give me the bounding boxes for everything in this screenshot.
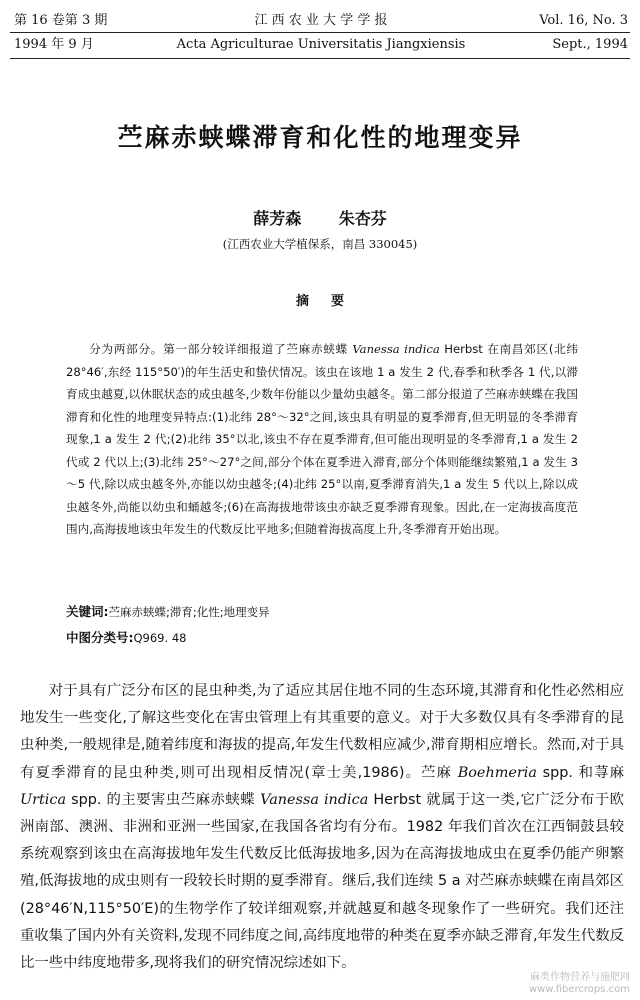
paper-title: 苎麻赤蛱蝶滞育和化性的地理变异 bbox=[117, 123, 523, 152]
abstract-paragraph bbox=[66, 338, 578, 541]
author-name: 薛芳森 bbox=[253, 209, 302, 228]
author-name: 朱杏芬 bbox=[338, 209, 387, 228]
species-name: Vanessa indica bbox=[352, 342, 440, 356]
abstract-heading: 摘要 bbox=[295, 294, 366, 309]
keywords-line bbox=[66, 602, 270, 620]
journal-header-row-1 bbox=[14, 12, 628, 30]
volume-cn: 第 16 卷第 3 期 bbox=[14, 13, 108, 28]
watermark bbox=[529, 972, 630, 996]
header-divider-thin bbox=[10, 32, 630, 33]
volume-en: Vol. 16, No. 3 bbox=[539, 13, 628, 28]
classification-line bbox=[66, 628, 186, 646]
abstract-text: 分为两部分。第一部分较详细报道了苎麻赤蛱蝶 bbox=[89, 342, 353, 356]
author-list bbox=[0, 206, 640, 229]
watermark-url: www.fibercrops.com bbox=[528, 984, 630, 995]
abstract-text: Herbst 在南昌郊区(北纬 28°46′,东经 115°50′)的年生活史和蛰伏情况。该虫在该地 1 a 发生 2 代,春季和秋季各 1 代,以滞育成虫越夏,以休眠状态的成虫越冬,少数年份能以少量幼虫越冬。第二部分报道了苎麻赤蛱蝶在我国滞育和化性的地理变异特点:(1)北纬 28°～32°之间,该虫具有明显的夏季滞育,但无明显的冬季滞育现象,1 a 发生 2 代;(2)北纬 35°以北,该虫不存在夏季滞育,但可能出现明显的冬季滞育,1 a 发生 2 代或 2 代以上;(3)北纬 25°～27°之间,部分个体在夏季进入滞育,部分个体则能继续繁殖,1 a 发生 3～5 代,除以成虫越冬外,亦能以幼虫越冬;(4)北纬 25°以南,夏季滞育消失,1 a 发生 5 代以上,除以成虫越冬外,尚能以幼虫和蛹越冬;(6)在高海拔地带该虫亦缺乏夏季滞育现象。因此,在一定海拔高度范围内,高海拔地该虫年发生的代数反比平地多;但随着海拔高度上升,冬季滞育开始出现。 bbox=[66, 342, 578, 536]
header-divider bbox=[10, 58, 630, 59]
date-en: Sept., 1994 bbox=[552, 37, 628, 52]
keywords-label: 关键词: bbox=[66, 604, 109, 619]
body-paragraph bbox=[20, 678, 624, 977]
species-name: Vanessa indica bbox=[260, 791, 369, 808]
journal-name-cn: 江 西 农 业 大 学 学 报 bbox=[254, 13, 388, 28]
body-text: 对于具有广泛分布区的昆虫种类,为了适应其居住地不同的生态环境,其滞育和化性必然相应地发生一些变化,了解这些变化在害虫管理上有其重要的意义。对于大多数仅具有冬季滞育的昆虫种类,一般规律是,随着纬度和海拔的提高,年发生代数相应减少,滞育期相应增长。然而,对于具有夏季滞育的昆虫种类,则可出现相反情况(章士美,1986)。苎麻 bbox=[20, 683, 624, 781]
body-text: Herbst 就属于这一类,它广泛分布于欧洲南部、澳洲、非洲和亚洲一些国家,在我国各省均有分布。1982 年我们首次在江西铜鼓县较系统观察到该虫在高海拔地年发生代数反比低海拔地多,因为在高海拔地成虫在夏季仍能产卵繁殖,低海拔地的成虫则有一段较长时期的夏季滞育。继后,我们连续 5 a 对苎麻赤蛱蝶在南昌郊区(28°46′N,115°50′E)的生物学作了较详细观察,并就越夏和越冬现象作了一些研究。我们还注重收集了国内外有关资料,发现不同纬度之间,高纬度地带的种类在夏季亦缺乏滞育,年发生代数反比一些中纬度地带多,现将我们的研究情况综述如下。 bbox=[20, 791, 624, 972]
date-cn: 1994 年 9 月 bbox=[14, 37, 94, 52]
classification-label: 中图分类号: bbox=[66, 630, 134, 645]
journal-name-en: Acta Agriculturae Universitatis Jiangxiensis bbox=[176, 37, 466, 52]
body-text: spp. 的主要害虫苎麻赤蛱蝶 bbox=[66, 791, 261, 808]
genus-name: Urtica bbox=[20, 791, 67, 808]
keywords: 苎麻赤蛱蝶;滞育;化性;地理变异 bbox=[108, 605, 270, 619]
genus-name: Boehmeria bbox=[457, 764, 537, 781]
classification-code: Q969. 48 bbox=[133, 631, 187, 645]
affiliation: (江西农业大学植保系，南昌 330045) bbox=[222, 237, 418, 251]
body-text: spp. 和荨麻 bbox=[536, 764, 624, 781]
journal-header-row-2 bbox=[14, 36, 628, 54]
watermark-line: 麻类作物营养与施肥网 bbox=[530, 972, 630, 983]
